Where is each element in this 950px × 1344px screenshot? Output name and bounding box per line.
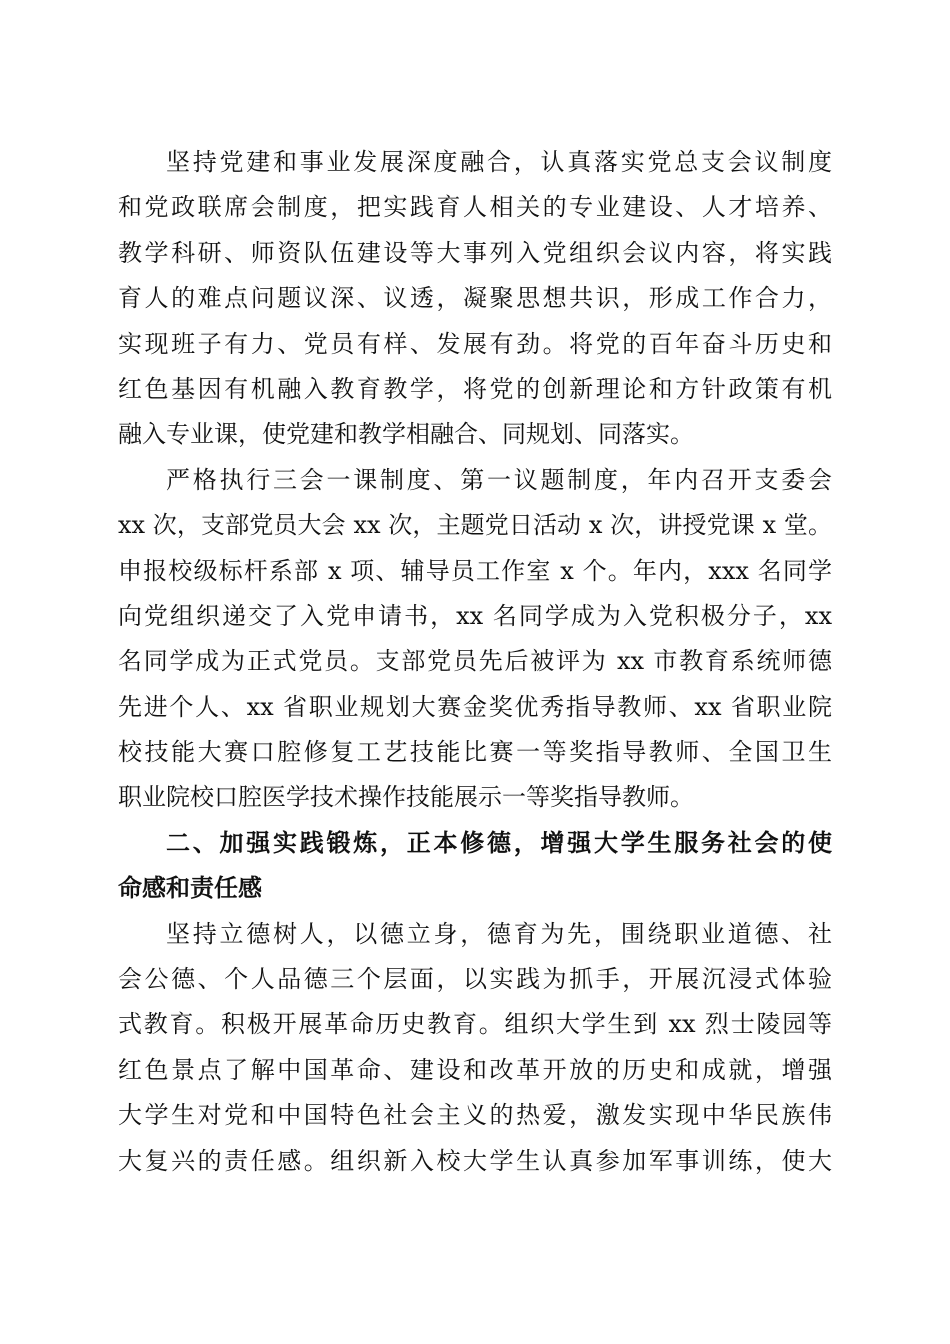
heading-line: 命感和责任感 (118, 874, 262, 903)
document-body (118, 140, 832, 1184)
paragraph-line: 育人的难点问题议深、议透，凝聚思想共识，形成工作合力， (118, 284, 832, 313)
paragraph-line: 实现班子有力、党员有样、发展有劲。将党的百年奋斗历史和 (118, 329, 832, 358)
paragraph-line: 大学生对党和中国特色社会主义的热爱，激发实现中华民族伟 (118, 1101, 832, 1130)
paragraph-line: 和党政联席会制度，把实践育人相关的专业建设、人才培养、 (118, 193, 832, 222)
paragraph-line: 会公德、个人品德三个层面，以实践为抓手，开展沉浸式体验 (118, 965, 832, 994)
paragraph-line: 先进个人、xx 省职业规划大赛金奖优秀指导教师、xx 省职业院 (118, 692, 832, 721)
paragraph-line: 申报校级标杆系部 x 项、辅导员工作室 x 个。年内，xxx 名同学 (118, 556, 832, 585)
paragraph-party-building (118, 140, 832, 458)
paragraph-moral-education (118, 912, 832, 1184)
paragraph-line: xx 次，支部党员大会 xx 次，主题党日活动 x 次，讲授党课 x 堂。 (118, 511, 832, 540)
paragraph-line: 红色景点了解中国革命、建设和改革开放的历史和成就，增强 (118, 1055, 832, 1084)
paragraph-line: 融入专业课，使党建和教学相融合、同规划、同落实。 (118, 420, 694, 449)
paragraph-line: 坚持立德树人，以德立身，德育为先，围绕职业道德、社 (166, 919, 832, 948)
paragraph-line: 校技能大赛口腔修复工艺技能比赛一等奖指导教师、全国卫生 (118, 738, 832, 767)
paragraph-line: 式教育。积极开展革命历史教育。组织大学生到 xx 烈士陵园等 (118, 1010, 832, 1039)
paragraph-line: 坚持党建和事业发展深度融合，认真落实党总支会议制度 (166, 148, 832, 176)
paragraph-line: 职业院校口腔医学技术操作技能展示一等奖指导教师。 (118, 783, 694, 812)
paragraph-meetings-achievements (118, 458, 832, 821)
paragraph-line: 向党组织递交了入党申请书，xx 名同学成为入党积极分子，xx (118, 601, 832, 630)
paragraph-line: 严格执行三会一课制度、第一议题制度，年内召开支委会 (166, 465, 832, 494)
paragraph-line: 红色基因有机融入教育教学，将党的创新理论和方针政策有机 (118, 374, 832, 403)
section-heading-two (118, 821, 832, 912)
paragraph-line: 名同学成为正式党员。支部党员先后被评为 xx 市教育系统师德 (118, 647, 832, 676)
paragraph-line: 教学科研、师资队伍建设等大事列入党组织会议内容，将实践 (118, 238, 832, 267)
paragraph-line: 大复兴的责任感。组织新入校大学生认真参加军事训练，使大 (118, 1146, 832, 1175)
heading-line: 二、加强实践锻炼，正本修德，增强大学生服务社会的使 (166, 828, 832, 857)
